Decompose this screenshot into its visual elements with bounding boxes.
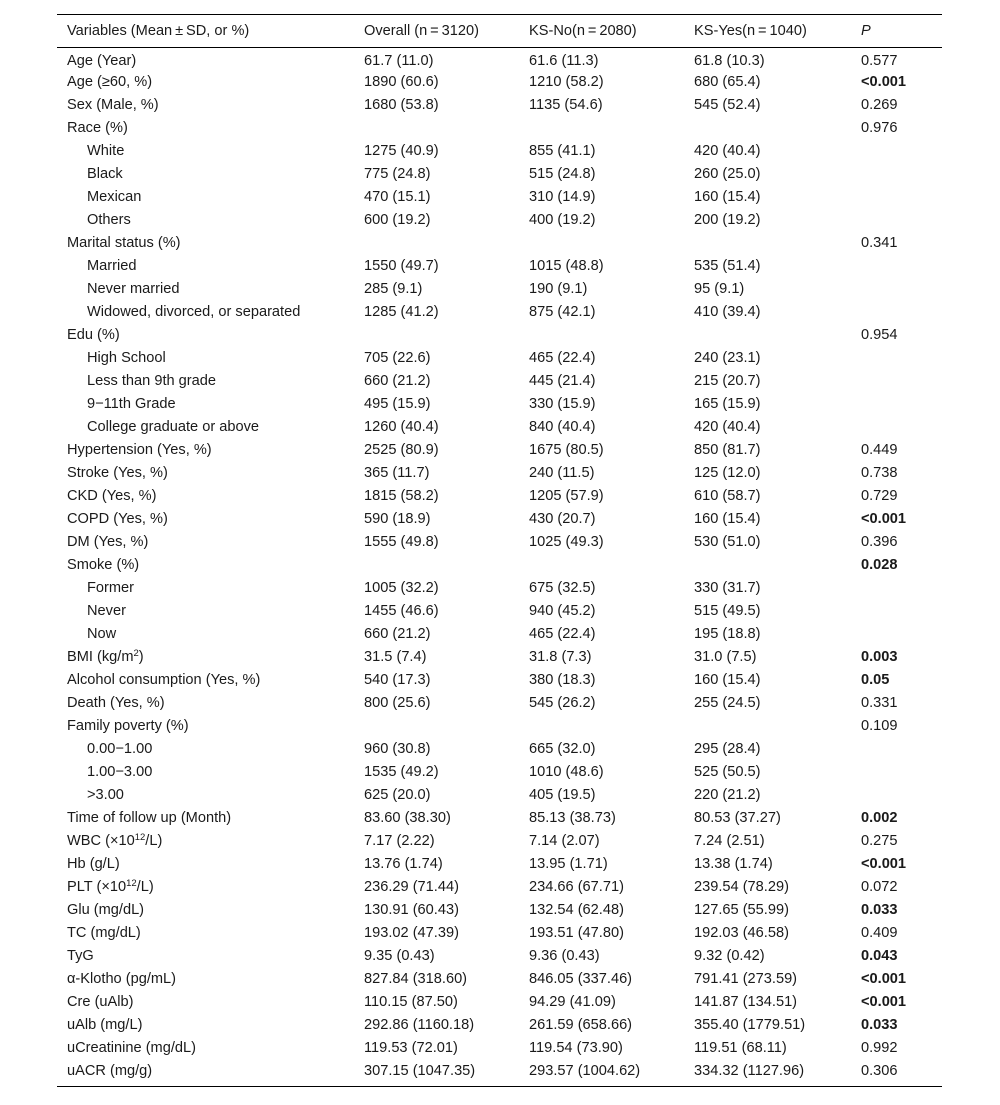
ks-yes-value: 850 (81.7) (694, 442, 761, 458)
ks-yes-value: 260 (25.0) (694, 166, 761, 182)
ks-no-value: 515 (24.8) (529, 166, 596, 182)
ks-no-value: 119.54 (73.90) (529, 1040, 623, 1056)
subcategory-label: Never married (87, 281, 180, 297)
subcategory-label: 0.00−1.00 (87, 741, 153, 757)
ks-yes-value: 127.65 (55.99) (694, 902, 789, 918)
ks-yes-value: 610 (58.7) (694, 488, 761, 504)
ks-yes-value: 680 (65.4) (694, 74, 761, 90)
overall-value: 285 (9.1) (364, 281, 423, 297)
table-row (57, 991, 942, 1014)
ks-yes-value: 420 (40.4) (694, 419, 761, 435)
table-row (57, 531, 942, 554)
ks-yes-value: 525 (50.5) (694, 764, 761, 780)
p-value: 0.577 (861, 52, 898, 69)
ks-no-value: 330 (15.9) (529, 396, 596, 412)
overall-value: 1285 (41.2) (364, 304, 439, 320)
variable-label-suffix: ) (138, 649, 144, 665)
variable-label-superscript: 12 (134, 832, 146, 843)
ks-yes-value: 165 (15.9) (694, 396, 761, 412)
overall-value: 31.5 (7.4) (364, 649, 427, 665)
ks-yes-value: 239.54 (78.29) (694, 879, 789, 895)
p-value (849, 278, 942, 301)
overall-value: 1535 (49.2) (364, 764, 439, 780)
table-row (57, 945, 942, 968)
table-row (57, 416, 942, 439)
ks-yes-value: 334.32 (1127.96) (684, 1060, 849, 1087)
ks-yes-value: 535 (51.4) (694, 258, 761, 274)
ks-no-value: 545 (26.2) (529, 695, 596, 711)
p-value: <0.001 (861, 994, 907, 1010)
table-row (57, 830, 942, 853)
overall-value (354, 554, 519, 577)
ks-no-value: 840 (40.4) (529, 419, 596, 435)
ks-no-value: 465 (22.4) (529, 626, 596, 642)
subcategory-label: 9−11th Grade (87, 396, 176, 412)
ks-no-value: 940 (45.2) (529, 603, 596, 619)
table-row (57, 876, 942, 899)
ks-no-value: 445 (21.4) (529, 373, 596, 389)
ks-yes-value: 80.53 (37.27) (694, 810, 781, 826)
subcategory-label: Others (87, 212, 131, 228)
ks-no-value: 293.57 (1004.62) (519, 1060, 684, 1087)
ks-no-value: 1015 (48.8) (529, 258, 604, 274)
ks-no-value: 1210 (58.2) (529, 74, 604, 90)
ks-yes-value: 9.32 (0.42) (694, 948, 765, 964)
overall-value: 1815 (58.2) (364, 488, 439, 504)
ks-no-value: 400 (19.2) (529, 212, 596, 228)
ks-no-value: 846.05 (337.46) (529, 971, 633, 987)
p-value (849, 186, 942, 209)
overall-value: 1550 (49.7) (364, 258, 439, 274)
overall-value: 307.15 (1047.35) (354, 1060, 519, 1087)
variable-label: Age (≥60, %) (67, 74, 153, 90)
ks-yes-value: 240 (23.1) (694, 350, 761, 366)
ks-yes-value: 545 (52.4) (694, 97, 761, 113)
variable-label: Smoke (%) (67, 557, 140, 573)
ks-yes-value: 220 (21.2) (694, 787, 761, 803)
table-row (57, 117, 942, 140)
ks-yes-value: 515 (49.5) (694, 603, 761, 619)
ks-yes-value: 295 (28.4) (694, 741, 761, 757)
ks-no-value (519, 715, 684, 738)
subcategory-label: White (87, 143, 125, 159)
subcategory-label: >3.00 (87, 787, 124, 803)
overall-value: 119.53 (72.01) (364, 1040, 458, 1056)
table-row (57, 370, 942, 393)
table-row (57, 669, 942, 692)
p-value: 0.449 (861, 442, 898, 458)
ks-no-value: 190 (9.1) (529, 281, 588, 297)
variable-label-text: WBC (×10 (67, 833, 135, 849)
p-value: 0.033 (861, 1017, 898, 1033)
p-value: 0.003 (861, 649, 898, 665)
p-value (849, 761, 942, 784)
subcategory-label: Former (87, 580, 135, 596)
table-row (57, 232, 942, 255)
variable-label-text: PLT (×10 (67, 879, 127, 895)
table-row (57, 853, 942, 876)
p-value (849, 163, 942, 186)
ks-no-value: 1675 (80.5) (529, 442, 604, 458)
ks-yes-value: 141.87 (134.51) (694, 994, 798, 1010)
variable-label (57, 830, 354, 853)
ks-yes-value: 255 (24.5) (694, 695, 761, 711)
ks-no-value: 9.36 (0.43) (529, 948, 600, 964)
table-row (57, 577, 942, 600)
subcategory-label: 1.00−3.00 (87, 764, 153, 780)
p-value: 0.409 (861, 925, 898, 941)
p-value (849, 347, 942, 370)
p-value (849, 393, 942, 416)
overall-value: 960 (30.8) (364, 741, 431, 757)
overall-value: 1555 (49.8) (364, 534, 439, 550)
table-body (57, 48, 942, 1087)
table-row (57, 301, 942, 324)
variable-label: TC (mg/dL) (67, 925, 141, 941)
table-row (57, 255, 942, 278)
ks-no-value: 380 (18.3) (529, 672, 596, 688)
p-value: 0.072 (861, 879, 898, 895)
header-ks-no: KS-No(n = 2080) (529, 23, 637, 39)
ks-yes-value: 160 (15.4) (694, 672, 761, 688)
subcategory-label: Black (87, 166, 123, 182)
table-row (57, 554, 942, 577)
ks-no-value: 405 (19.5) (529, 787, 596, 803)
overall-value: 365 (11.7) (364, 465, 430, 481)
p-value (849, 255, 942, 278)
ks-no-value: 7.14 (2.07) (529, 833, 600, 849)
p-value (849, 577, 942, 600)
ks-no-value: 675 (32.5) (529, 580, 596, 596)
p-value: 0.002 (861, 810, 898, 826)
overall-value: 470 (15.1) (364, 189, 431, 205)
overall-value: 83.60 (38.30) (364, 810, 451, 826)
overall-value: 7.17 (2.22) (364, 833, 435, 849)
variable-label: Hypertension (Yes, %) (67, 442, 212, 458)
variable-label: Stroke (Yes, %) (67, 465, 168, 481)
variable-label: Cre (uAlb) (67, 994, 134, 1010)
table-row (57, 1037, 942, 1060)
variable-label-suffix: /L) (136, 879, 154, 895)
variable-label: COPD (Yes, %) (67, 511, 168, 527)
overall-value: 590 (18.9) (364, 511, 431, 527)
overall-value: 800 (25.6) (364, 695, 431, 711)
ks-no-value: 465 (22.4) (529, 350, 596, 366)
table-row (57, 48, 942, 71)
table-row (57, 692, 942, 715)
p-value (849, 623, 942, 646)
overall-value: 2525 (80.9) (364, 442, 439, 458)
table-row (57, 600, 942, 623)
ks-yes-value: 355.40 (1779.51) (694, 1017, 806, 1033)
p-value (849, 600, 942, 623)
subcategory-label: Never (87, 603, 126, 619)
variable-label: Race (%) (67, 120, 128, 136)
variable-label: Family poverty (%) (67, 718, 189, 734)
ks-yes-value: 160 (15.4) (694, 189, 761, 205)
variable-label: Death (Yes, %) (67, 695, 165, 711)
p-value: 0.341 (861, 235, 898, 251)
p-value: 0.976 (861, 120, 898, 136)
overall-value: 775 (24.8) (364, 166, 431, 182)
table-row (57, 623, 942, 646)
overall-value (354, 232, 519, 255)
overall-value: 660 (21.2) (364, 373, 431, 389)
table-row (57, 646, 942, 669)
header-variables: Variables (Mean ± SD, or %) (67, 23, 250, 39)
variable-label: CKD (Yes, %) (67, 488, 157, 504)
overall-value (354, 715, 519, 738)
variable-label: Age (Year) (67, 52, 137, 69)
ks-yes-value: 160 (15.4) (694, 511, 761, 527)
overall-value: 540 (17.3) (364, 672, 431, 688)
variable-label: uAlb (mg/L) (67, 1017, 143, 1033)
overall-value: 13.76 (1.74) (364, 856, 443, 872)
p-value (849, 301, 942, 324)
table-row (57, 324, 942, 347)
p-value: 0.05 (861, 672, 890, 688)
p-value (849, 140, 942, 163)
ks-no-value: 1025 (49.3) (529, 534, 604, 550)
table-row (57, 71, 942, 94)
ks-yes-value (684, 715, 849, 738)
variable-label (57, 646, 354, 669)
table-header (57, 15, 942, 48)
ks-yes-value: 125 (12.0) (694, 465, 761, 481)
variable-label-superscript: 2 (133, 648, 139, 659)
ks-no-value: 94.29 (41.09) (529, 994, 616, 1010)
subcategory-label: Widowed, divorced, or separated (87, 304, 301, 320)
variable-label-superscript: 12 (126, 878, 137, 889)
p-value: 0.992 (861, 1040, 898, 1056)
ks-no-value: 13.95 (1.71) (529, 856, 608, 872)
p-value (849, 416, 942, 439)
p-value: 0.109 (861, 718, 898, 734)
ks-yes-value: 13.38 (1.74) (694, 856, 773, 872)
variable-label: α-Klotho (pg/mL) (67, 971, 177, 987)
overall-value: 1455 (46.6) (364, 603, 439, 619)
header-ks-yes: KS-Yes(n = 1040) (694, 23, 807, 39)
overall-value (354, 324, 519, 347)
ks-yes-value: 31.0 (7.5) (694, 649, 757, 665)
p-value: 0.043 (861, 948, 898, 964)
table-row (57, 807, 942, 830)
table-row (57, 278, 942, 301)
header-overall: Overall (n = 3120) (364, 23, 479, 39)
ks-no-value: 1205 (57.9) (529, 488, 604, 504)
ks-yes-value: 215 (20.7) (694, 373, 761, 389)
ks-yes-value: 420 (40.4) (694, 143, 761, 159)
variable-label (57, 876, 354, 899)
variable-label: Time of follow up (Month) (67, 810, 232, 826)
p-value (849, 370, 942, 393)
overall-value: 495 (15.9) (364, 396, 431, 412)
overall-value: 193.02 (47.39) (364, 925, 459, 941)
subcategory-label: Married (87, 258, 137, 274)
baseline-characteristics-table-container (57, 14, 942, 1087)
overall-value (354, 117, 519, 140)
ks-yes-value: 7.24 (2.51) (694, 833, 765, 849)
table-row (57, 439, 942, 462)
variable-label: Hb (g/L) (67, 856, 120, 872)
table-row (57, 784, 942, 807)
subcategory-label: Less than 9th grade (87, 373, 217, 389)
ks-no-value: 61.6 (11.3) (529, 52, 599, 69)
p-value: 0.269 (861, 97, 898, 113)
table-row (57, 508, 942, 531)
overall-value: 292.86 (1160.18) (364, 1017, 475, 1033)
subcategory-label: Mexican (87, 189, 142, 205)
ks-yes-value: 61.8 (10.3) (694, 52, 765, 69)
variable-label: uCreatinine (mg/dL) (67, 1040, 196, 1056)
ks-yes-value: 330 (31.7) (694, 580, 761, 596)
variable-label: Marital status (%) (67, 235, 181, 251)
overall-value: 1005 (32.2) (364, 580, 439, 596)
variable-label: Alcohol consumption (Yes, %) (67, 672, 261, 688)
table-row (57, 347, 942, 370)
ks-yes-value: 119.51 (68.11) (694, 1040, 787, 1056)
overall-value: 705 (22.6) (364, 350, 431, 366)
variable-label: Glu (mg/dL) (67, 902, 145, 918)
ks-no-value: 31.8 (7.3) (529, 649, 592, 665)
p-value: 0.396 (861, 534, 898, 550)
ks-yes-value: 95 (9.1) (694, 281, 745, 297)
ks-no-value (519, 324, 684, 347)
overall-value: 110.15 (87.50) (364, 994, 458, 1010)
header-p-value: P (861, 23, 871, 39)
overall-value: 236.29 (71.44) (364, 879, 459, 895)
p-value: 0.275 (861, 833, 898, 849)
ks-yes-value (684, 117, 849, 140)
ks-no-value: 85.13 (38.73) (529, 810, 616, 826)
ks-no-value (519, 554, 684, 577)
ks-no-value: 875 (42.1) (529, 304, 596, 320)
ks-no-value: 132.54 (62.48) (529, 902, 624, 918)
p-value (849, 209, 942, 232)
subcategory-label: Now (87, 626, 117, 642)
p-value: <0.001 (861, 74, 907, 90)
ks-no-value: 193.51 (47.80) (529, 925, 624, 941)
p-value: 0.954 (861, 327, 898, 343)
p-value: 0.738 (861, 465, 898, 481)
table-row (57, 94, 942, 117)
variable-label: Edu (%) (67, 327, 120, 343)
table-row (57, 393, 942, 416)
variable-label: DM (Yes, %) (67, 534, 149, 550)
overall-value: 827.84 (318.60) (364, 971, 468, 987)
overall-value: 625 (20.0) (364, 787, 431, 803)
p-value (849, 784, 942, 807)
ks-yes-value (684, 232, 849, 255)
table-row (57, 738, 942, 761)
overall-value: 1275 (40.9) (364, 143, 439, 159)
ks-no-value: 261.59 (658.66) (529, 1017, 633, 1033)
variable-label-suffix: /L) (145, 833, 163, 849)
ks-no-value: 665 (32.0) (529, 741, 596, 757)
table-row (57, 1014, 942, 1037)
table-row (57, 968, 942, 991)
header-row (57, 15, 942, 48)
overall-value: 1890 (60.6) (364, 74, 439, 90)
subcategory-label: College graduate or above (87, 419, 260, 435)
ks-yes-value (684, 554, 849, 577)
p-value: 0.331 (861, 695, 898, 711)
variable-label: TyG (67, 948, 94, 964)
p-value: 0.306 (849, 1060, 942, 1087)
overall-value: 1260 (40.4) (364, 419, 439, 435)
ks-no-value (519, 232, 684, 255)
table-row (57, 1060, 942, 1087)
ks-yes-value: 200 (19.2) (694, 212, 761, 228)
ks-no-value: 430 (20.7) (529, 511, 596, 527)
variable-label: Sex (Male, %) (67, 97, 159, 113)
table-row (57, 761, 942, 784)
ks-yes-value: 195 (18.8) (694, 626, 761, 642)
overall-value: 9.35 (0.43) (364, 948, 435, 964)
baseline-characteristics-table (57, 14, 942, 1087)
ks-no-value: 1135 (54.6) (529, 97, 603, 113)
p-value: 0.729 (861, 488, 898, 504)
table-row (57, 485, 942, 508)
p-value: <0.001 (861, 856, 907, 872)
p-value: <0.001 (861, 971, 907, 987)
ks-yes-value (684, 324, 849, 347)
ks-no-value: 310 (14.9) (529, 189, 596, 205)
ks-yes-value: 791.41 (273.59) (694, 971, 798, 987)
overall-value: 660 (21.2) (364, 626, 431, 642)
ks-yes-value: 410 (39.4) (694, 304, 761, 320)
p-value: <0.001 (861, 511, 907, 527)
overall-value: 61.7 (11.0) (364, 52, 434, 69)
p-value: 0.028 (861, 557, 898, 573)
ks-no-value: 234.66 (67.71) (529, 879, 624, 895)
table-row (57, 209, 942, 232)
p-value (849, 738, 942, 761)
subcategory-label: High School (87, 350, 166, 366)
overall-value: 130.91 (60.43) (364, 902, 459, 918)
variable-label-text: BMI (kg/m (67, 649, 134, 665)
ks-no-value: 855 (41.1) (529, 143, 596, 159)
variable-label: uACR (mg/g) (57, 1060, 354, 1087)
ks-no-value (519, 117, 684, 140)
table-row (57, 186, 942, 209)
table-row (57, 715, 942, 738)
overall-value: 1680 (53.8) (364, 97, 439, 113)
ks-yes-value: 530 (51.0) (694, 534, 761, 550)
table-row (57, 462, 942, 485)
ks-no-value: 1010 (48.6) (529, 764, 604, 780)
table-row (57, 140, 942, 163)
overall-value: 600 (19.2) (364, 212, 431, 228)
table-row (57, 922, 942, 945)
p-value: 0.033 (861, 902, 898, 918)
table-row (57, 899, 942, 922)
table-row (57, 163, 942, 186)
ks-no-value: 240 (11.5) (529, 465, 595, 481)
ks-yes-value: 192.03 (46.58) (694, 925, 789, 941)
